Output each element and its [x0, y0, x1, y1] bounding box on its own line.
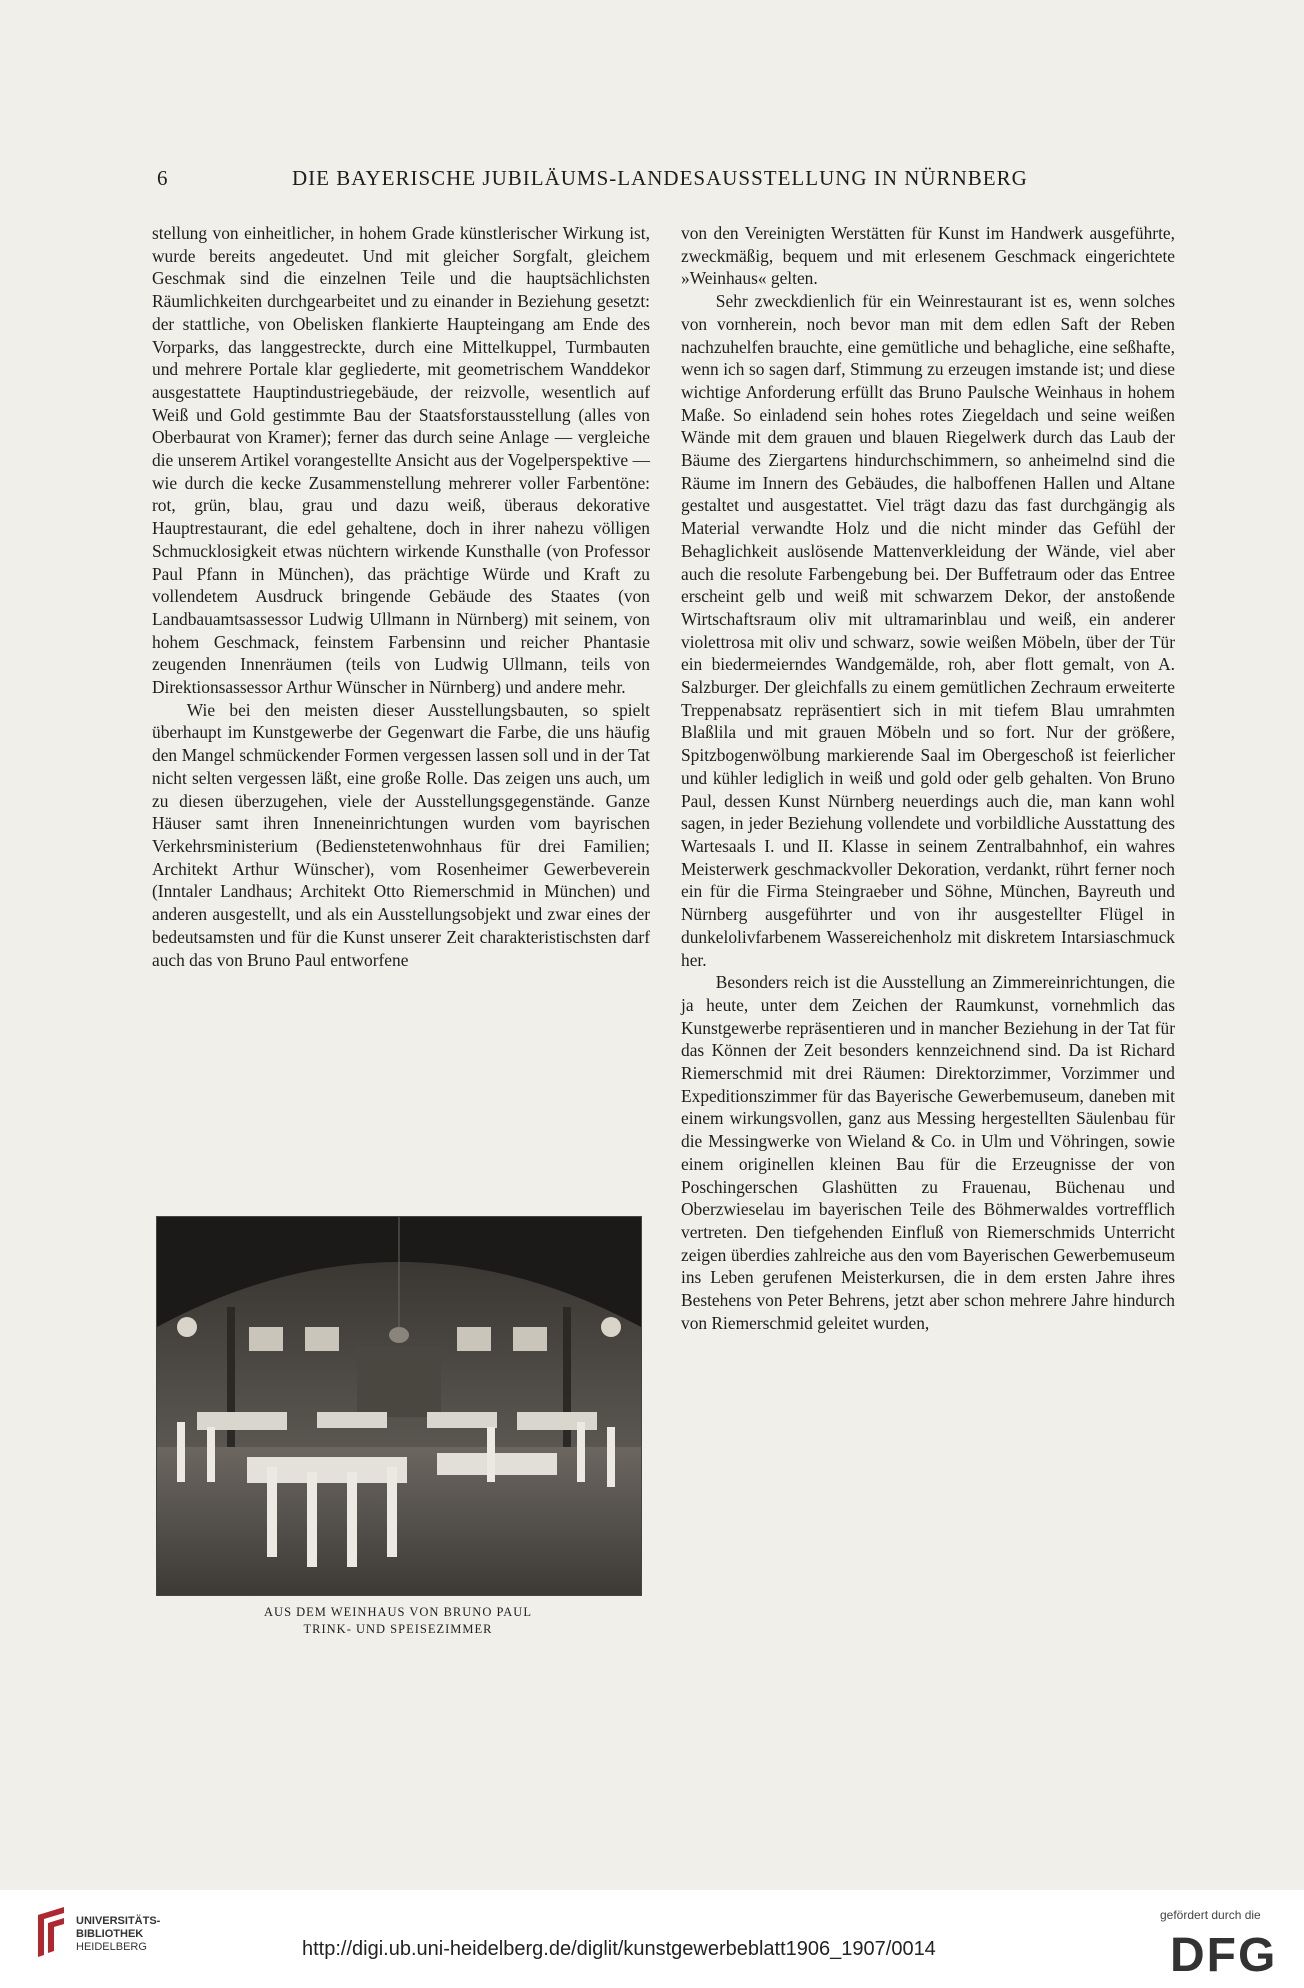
left-column — [152, 222, 650, 971]
dfg-logo: DFG — [1170, 1929, 1278, 1982]
library-logo-icon — [34, 1905, 68, 1959]
funded-by-label: gefördert durch die — [1160, 1908, 1261, 1922]
figure-caption — [156, 1604, 640, 1638]
library-line-1: UNIVERSITÄTS- — [76, 1915, 161, 1927]
dining-room-illustration — [157, 1217, 641, 1595]
library-line-2: BIBLIOTHEK — [76, 1928, 144, 1940]
caption-line-2: TRINK- UND SPEISEZIMMER — [303, 1622, 493, 1636]
right-paragraph-1: von den Vereinigten Werstätten für Kunst im Handwerk ausgeführte, zweckmäßig, bequem und mit erlesenem Geschmack eingerichtete »Weinhaus« gelten. — [681, 223, 1175, 289]
right-paragraph-2: Sehr zweckdienlich für ein Weinrestaurant ist es, wenn solches von vornherein, noch bevor man mit dem edlen Saft der Reben nachzuhelfen brauchte, eine gemütliche und behagliche, eine seßhafte, wenn ich so sagen darf, Stimmung zu erzeugen imstande ist; und diese wichtige Anforderung erfüllt das Bruno Paulsche Weinhaus in hohem Maße. So einladend sein hohes rotes Ziegeldach und seine weißen Wände mit dem grauen und blauen Riegelwerk durch das Laub der Bäume des Ziergartens hindurchschimmern, so anheimelnd sind die Räume im Innern des Gebäudes, die halboffenen Hallen und Altane gestaltet und ausgestattet. Viel trägt dazu das fast durchgängig als Material verwandte Holz und die nicht minder das Gefühl der Behaglichkeit auslösende Mattenverkleidung der Wände, viel aber auch die resolute Farbengebung bei. Der Buffetraum oder das Entree erscheint gelb und weiß mit schwarzem Dekor, der anstoßende Wirtschaftsraum oliv mit ultramarinblau und weiß, ein anderer violettrosa mit oliv und schwarz, sowie weißen Möbeln, über der Tür ein biedermeierndes Wandgemälde, roh, aber flott gemalt, von A. Salzburger. Der gleichfalls zu einem gemütlichen Zechraum erweiterte Treppenabsatz repräsentiert sich in mit tiefem Blau umrahmten Blaßlila und mit grauen Möbeln und so fort. Nur der größere, Spitzbogenwölbung markierende Saal im Obergeschoß ist feierlicher und kühler lediglich in weiß und gold oder gelb gehalten. Von Bruno Paul, dessen Kunst Nürnberg neuerdings auch die, man kann wohl sagen, in jeder Beziehung vollendete und vorbildliche Ausstattung des Wartesaals I. und II. Klasse in seinem Zentralbahnhof, ein wahres Meisterwerk geschmackvoller Dekoration, verdankt, rührt ferner noch ein für die Firma Steingraeber und Söhne, München, Bayreuth und Nürnberg ausgeführter und von ihr ausgestellter Flügel in dunkelolivfarbenem Wassereichenholz mit diskretem Intarsiaschmuck her. — [681, 291, 1175, 970]
left-paragraph-1: stellung von einheitlicher, in hohem Grade künstlerischer Wirkung ist, wurde bereits angedeutet. Und mit gleicher Sorgfalt, gleichem Geschmak sind die einzelnen Teile und die hauptsächlichsten Räumlichkeiten durchgearbeitet und zu einander in Beziehung gesetzt: der stattliche, von Obelisken flankierte Haupteingang am Ende des Vorparks, das langgestreckte, durch eine Mittelkuppel, Turmbauten und mehrere Portale klar gegliederte, mit geometrischem Wanddekor ausgestattete Hauptindustriegebäude, der reizvolle, wesentlich auf Weiß und Gold gestimmte Bau der Staatsforstausstellung (alles von Oberbaurat von Kramer); ferner das durch seine Anlage — vergleiche die unserem Artikel vorangestellte Ansicht aus der Vogelperspektive — wie durch die kecke Zusammenstellung mehrerer voller Farbentöne: rot, grün, blau, grau und dazu weiß, überaus dekorative Hauptrestaurant, die edel gehaltene, doch in ihrer nahezu völligen Schmucklosigkeit etwas nüchtern wirkende Kunsthalle (von Professor Paul Pfann in München), das prächtige Würde und Kraft zu vollendetem Ausdruck bringende Gebäude des Staates (von Landbauamtsassessor Ludwig Ullmann in Nürnberg) mit seinem, von hohem Geschmack, feinstem Farbensinn und reicher Phantasie zeugenden Innenräumen (teils von Ludwig Ullmann, teils von Direktionsassessor Arthur Wünscher in Nürnberg) und andere mehr. — [152, 223, 650, 698]
caption-line-1: AUS DEM WEINHAUS VON BRUNO PAUL — [264, 1605, 532, 1619]
weinhaus-photograph — [156, 1216, 642, 1596]
running-header — [152, 166, 1152, 196]
running-title: DIE BAYERISCHE JUBILÄUMS-LANDESAUSSTELLUNG IN NÜRNBERG — [292, 166, 1028, 190]
right-column — [681, 222, 1175, 1334]
library-name — [76, 1915, 160, 1954]
page-number: 6 — [157, 166, 169, 190]
library-line-3: HEIDELBERG — [76, 1941, 147, 1953]
left-paragraph-2: Wie bei den meisten dieser Ausstellungsbauten, so spielt überhaupt im Kunstgewerbe der Gegenwart die Farbe, die uns häufig den Mangel schmückender Formen vergessen lassen soll und in der Tat nicht selten vergessen läßt, eine große Rolle. Das zeigen uns auch, um zu diesen überzugehen, viele der Ausstellungsgegenstände. Ganze Häuser samt ihren Inneneinrichtungen wurden vom bayrischen Verkehrsministerium (Bedienstetenwohnhaus für drei Familien; Architekt Arthur Wünscher), vom Rosenheimer Gewerbeverein (Inntaler Landhaus; Architekt Otto Riemerschmid in München) und anderen ausgestellt, und als ein Ausstellungsobjekt und zwar eines der bedeutsamsten und für die Kunst unserer Zeit charakteristischsten darf auch das von Bruno Paul entworfene — [152, 699, 650, 970]
right-paragraph-3: Besonders reich ist die Ausstellung an Zimmereinrichtungen, die ja heute, unter dem Zeichen der Raumkunst, vornehmlich das Kunstgewerbe repräsentieren und in mancher Beziehung in der Tat für das Können der Zeit besonders kennzeichnend sind. Da ist Richard Riemerschmid mit drei Räumen: Direktorzimmer, Vorzimmer und Expeditionszimmer für das Bayerische Gewerbemuseum, daneben mit einem wirkungsvollen, ganz aus Messing hergestellten Säulenbau für die Messingwerke von Wieland & Co. in Ulm und Vöhringen, sowie einem originellen kleinen Bau für die Erzeugnisse der von Poschingerschen Glashütten zu Frauenau, Büchenau und Oberzwieselau im bayerischen Teile des Böhmerwaldes vortrefflich vertreten. Den tiefgehenden Einfluß von Riemerschmids Unterricht zeigen überdies zahlreiche aus den vom Bayerischen Gewerbemuseum ins Leben gerufenen Meisterkursen, die in dem ersten Jahre ihres Bestehens von Peter Behrens, jetzt aber schon mehrere Jahre hindurch von Riemerschmid geleitet wurden, — [681, 972, 1175, 1333]
permalink[interactable]: http://digi.ub.uni-heidelberg.de/diglit/kunstgewerbeblatt1906_1907/0014 — [302, 1938, 936, 1960]
